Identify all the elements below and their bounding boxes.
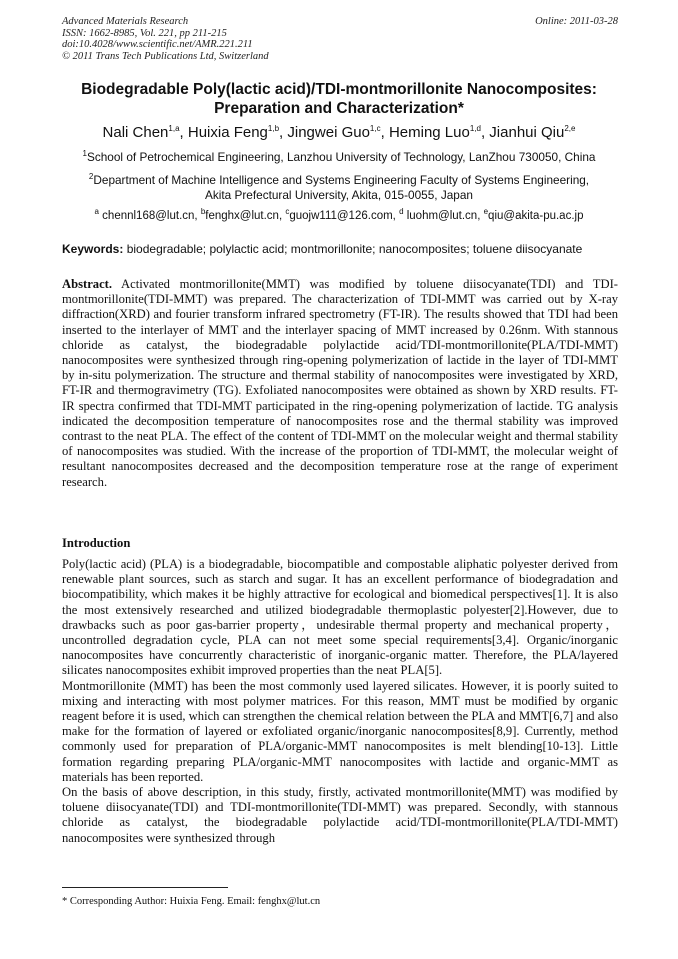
author-affil-sup: 2,e	[564, 124, 576, 133]
author-affil-sup: 1,b	[267, 124, 280, 133]
email-address: guojw111@126.com	[289, 210, 393, 222]
journal-header	[62, 16, 618, 62]
author-name: Heming Luo	[388, 124, 470, 141]
affiliation-2	[30, 173, 648, 203]
affiliation-1	[30, 150, 648, 165]
keywords-text: biodegradable; polylactic acid; montmorillonite; nanocomposites; toluene diisocyanate	[126, 242, 583, 256]
footnote-divider	[62, 887, 228, 888]
keywords-block	[62, 242, 618, 257]
author-name: Huixia Feng	[187, 124, 268, 141]
email-sup: e	[483, 207, 489, 217]
abstract-text: Activated montmorillonite(MMT) was modified by toluene diisocyanate(TDI) and TDI-montmorillonite(TDI-MMT) was prepared. The characterization of TDI-MMT was carried out by X-ray diffraction(XRD) and fourier transform infrared spectrometry (FT-IR). The results showed that TDI had been inserted to the interlayer of MMT and the interlayer spacing of MMT increased by 0.26nm. With stannous chloride as catalyst, the biodegradable polylactide acid/TDI-montmorillonite(PLA/TDI-MMT) nanocomposites were synthesized through ring-opening polymerization of lactide in the layer of TDI-MMT by in-situ polymerization. The structure and thermal stability of nanocomposites were investigated by XRD, FT-IR and thermogravimetry (TG). Exfoliated nanocomposites were obtained as shown by XRD results. FT-IR spectra confirmed that TDI-MMT participated in the ring-opening polymerization of lactide. TG analysis indicated the decomposition temperature of nanocomposites rose and the thermal stability was improved contrast to the neat PLA. The effect of the content of TDI-MMT on the molecular weight and thermal stability of nanocomposites was studied. With the increase of the proportion of TDI-MMT, the molecular weight of resultant nanocomposites decreased and the decomposition temperature rose at the range of experiment research.	[62, 277, 618, 489]
author-affil-sup: 1,c	[369, 124, 381, 133]
email-sup: d	[399, 207, 404, 217]
doi-line: doi:10.4028/www.scientific.net/AMR.221.211	[62, 39, 253, 50]
author-list: Nali Chen$^{1,a}$, Huixia Feng$^{1,b}$, Jingwei Guo$^{1,c}$, Heming Luo$^{1,d}$, Jianhui Qiu$^{2,e}$	[102, 124, 576, 141]
intro-paragraph-3: On the basis of above description, in this study, firstly, activated montmorillonite(MMT) was modified by toluene diisocyanate(TDI) and TDI-montmorillonite(TDI-MMT) was prepared. Secondly, with stannous chloride as catalyst, the biodegradable polylactide acid/TDI-montmorillonite(PLA/TDI-MMT) nanocomposites were synthesized through	[62, 785, 618, 845]
author-affil-sup: 1,a	[168, 124, 180, 133]
author-affil-sup: 1,d	[469, 124, 481, 133]
introduction-heading: Introduction	[62, 536, 131, 550]
title-line-1: Biodegradable Poly(lactic acid)/TDI-montmorillonite Nanocomposites:	[81, 81, 597, 98]
author-name: Nali Chen	[102, 124, 169, 141]
affiliation-text: School of Petrochemical Engineering, Lanzhou University of Technology, LanZhou 730050, China	[86, 150, 596, 164]
affiliation-text-line-1: Department of Machine Intelligence and Systems Engineering Faculty of Systems Engineering,	[93, 173, 590, 187]
affiliation-text-line-2: Akita Prefectural University, Akita, 015-0055, Japan	[205, 188, 473, 202]
email-sup: b	[200, 207, 206, 217]
author-name: Jianhui Qiu	[489, 124, 565, 141]
email-address: luohm@lut.cn	[406, 210, 478, 222]
keywords-label: Keywords:	[62, 242, 124, 256]
issn-line: ISSN: 1662-8985, Vol. 221, pp 211-215	[62, 27, 227, 39]
email-sup: a	[94, 207, 99, 217]
email-sup: c	[285, 207, 290, 217]
footnote: * Corresponding Author: Huixia Feng. Email: fenghx@lut.cn	[62, 896, 321, 907]
intro-paragraph-2: Montmorillonite (MMT) has been the most commonly used layered silicates. However, it is poorly suited to mixing and interacting with most polymer matrices. For this reason, MMT must be modified by organic reagent before it is used, which can strengthen the chemical relation between the PLA and MMT[6,7] and also make for the formation of layered or exfoliated organic/inorganic nanocomposites[8,9]. Currently, method commonly used for preparation of PLA/organic-MMT nanocomposites is melt blending[10-13]. Little formation regarding preparing PLA/organic-MMT nanocomposites with lactide and organic-MMT as materials has been reported.	[62, 678, 618, 784]
title-line-2: Preparation and Characterization*	[214, 100, 464, 117]
copyright-line: © 2011 Trans Tech Publications Ltd, Switzerland	[62, 50, 269, 62]
journal-name: Advanced Materials Research	[62, 16, 189, 27]
affiliation-number: 2	[88, 172, 94, 182]
online-date: Online: 2011-03-28	[535, 16, 618, 27]
introduction-body	[62, 557, 618, 846]
email-address: fenghx@lut.cn	[205, 210, 279, 222]
intro-paragraph-1: Poly(lactic acid) (PLA) is a biodegradable, biocompatible and compostable aliphatic polyester derived from renewable plant sources, such as starch and sugar. It has an excellent performance of biodegradation and biocompatibility, which makes it be highly attractive for ecological and biomedical perspectives[1]. It is also the most extensively researched and utilized biodegradable thermoplastic polyester[2].However, due to drawbacks such as poor gas-barrier property，undesirable thermal property and mechanical property，uncontrolled degradation cycle, PLA can not meet some special requirements[3,4]. Organic/inorganic nanocomposites have concurrently characteristic of inorganic-organic matter. Therefore, the PLA/layered silicates nanocomposites exhibit improved properties than the neat PLA[5].	[62, 557, 618, 678]
abstract-block	[62, 277, 618, 490]
author-name: Jingwei Guo	[287, 124, 370, 141]
email-list: $^a$ chennl168@lut.cn, $^b$fenghx@lut.cn, $^c$guojw111@126.com, $^d$ luohm@lut.cn, $^e$qiu@akita-pu.ac.jp	[94, 207, 584, 222]
email-address: qiu@akita-pu.ac.jp	[488, 210, 584, 222]
paper-title	[40, 80, 638, 118]
abstract-label: Abstract.	[62, 277, 113, 291]
email-address: chennl168@lut.cn	[102, 210, 195, 222]
affiliation-number: 1	[82, 149, 87, 159]
